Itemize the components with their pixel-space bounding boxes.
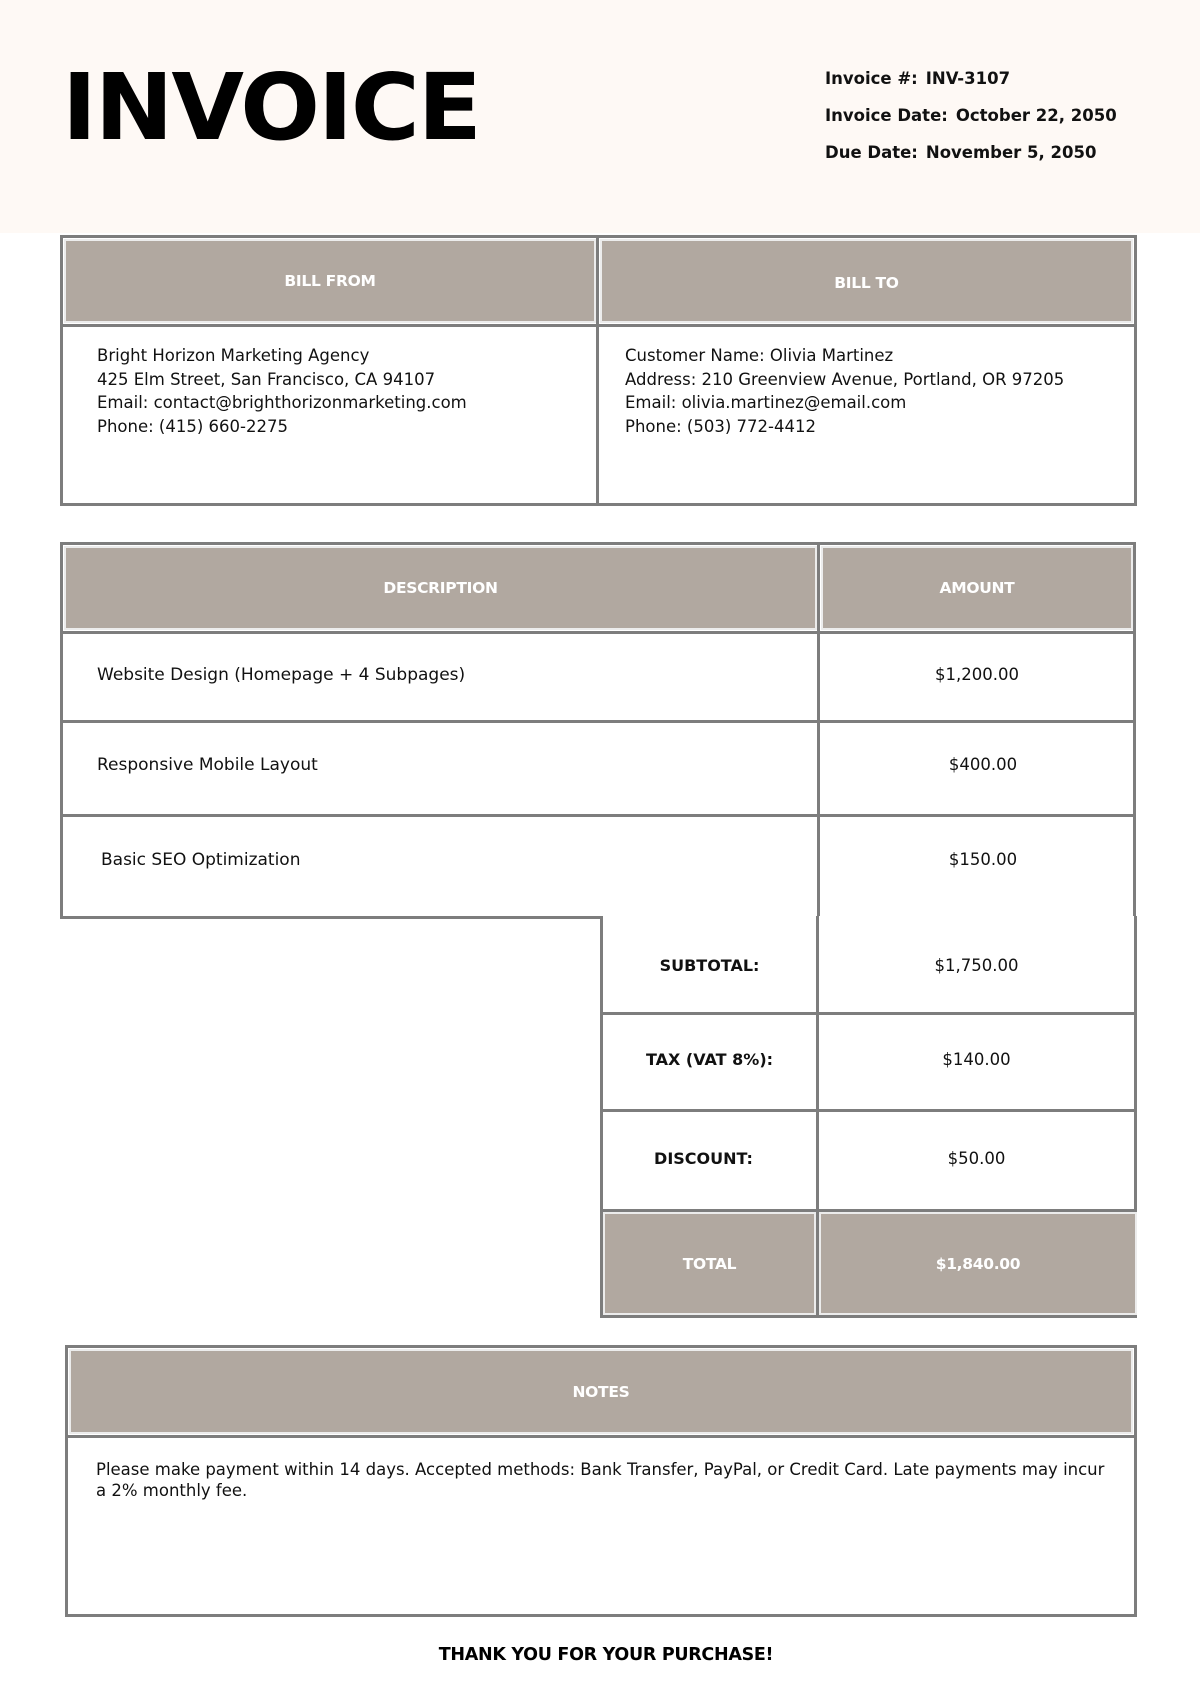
- parties-table: [60, 235, 1137, 506]
- bill-to-line: Customer Name: Olivia Martinez: [625, 346, 894, 365]
- invoice-meta: [825, 69, 1117, 180]
- invoice-number-row: [825, 69, 1117, 106]
- thank-you-message: THANK YOU FOR YOUR PURCHASE!: [438, 1645, 774, 1665]
- invoice-number: INV-3107: [925, 69, 1011, 88]
- invoice-title: INVOICE: [62, 54, 480, 161]
- items-column-divider: [817, 545, 820, 916]
- item-amount: $1,200.00: [935, 665, 1019, 684]
- bill-from-line: 425 Elm Street, San Francisco, CA 94107: [97, 369, 436, 389]
- items-header-rule: [63, 631, 1133, 634]
- item-amount: $400.00: [948, 755, 1018, 774]
- bill-to-line: Phone: (503) 772-4412: [625, 416, 816, 436]
- bill-to-details: [625, 344, 1125, 438]
- invoice-number-label: Invoice #:: [825, 69, 918, 88]
- invoice-date-label: Invoice Date:: [825, 106, 948, 125]
- due-date-row: [825, 143, 1117, 180]
- bill-to-heading: BILL TO: [834, 274, 899, 292]
- notes-heading: NOTES: [572, 1382, 630, 1401]
- due-date: November 5, 2050: [925, 143, 1097, 162]
- item-description: Basic SEO Optimization: [101, 850, 301, 870]
- item-description: Responsive Mobile Layout: [97, 755, 318, 775]
- notes-header: [69, 1349, 1133, 1434]
- subtotal-label: SUBTOTAL:: [659, 956, 760, 975]
- bill-from-details: [97, 344, 587, 438]
- tax-value: $140.00: [942, 1050, 1011, 1069]
- subtotal-value: $1,750.00: [934, 956, 1019, 975]
- items-table: [60, 542, 1136, 919]
- bill-to-line: Address: 210 Greenview Avenue, Portland, OR 97205: [625, 369, 1065, 389]
- notes-text: Please make payment within 14 days. Accepted methods: Bank Transfer, PayPal, or Credit Card. Late payments may incur a 2% monthly fee.: [96, 1460, 1105, 1500]
- bill-from-line: Bright Horizon Marketing Agency: [97, 346, 370, 365]
- bill-to-line: Email: olivia.martinez@email.com: [625, 393, 907, 412]
- item-amount: $150.00: [948, 850, 1018, 869]
- notes-header-rule: [68, 1435, 1134, 1438]
- total-value-cell: [819, 1212, 1137, 1315]
- tax-label: TAX (VAT 8%):: [645, 1050, 774, 1069]
- invoice-date: October 22, 2050: [955, 106, 1117, 125]
- parties-header-rule: [63, 324, 1134, 327]
- amount-header-label: AMOUNT: [939, 579, 1015, 597]
- description-column-header: [64, 546, 817, 630]
- total-label: TOTAL: [682, 1254, 737, 1273]
- due-date-label: Due Date:: [825, 143, 918, 162]
- invoice-date-row: [825, 106, 1117, 143]
- amount-column-header: [821, 546, 1133, 630]
- summary-row-rule: [603, 1012, 1134, 1015]
- description-header-label: DESCRIPTION: [383, 579, 498, 597]
- bill-from-line: Phone: (415) 660-2275: [97, 416, 288, 436]
- discount-label: DISCOUNT:: [654, 1149, 753, 1168]
- total-label-cell: [603, 1212, 816, 1315]
- bill-from-heading: BILL FROM: [284, 272, 376, 290]
- bill-from-header: [64, 239, 596, 323]
- summary-table: [600, 916, 1137, 1318]
- summary-row-rule: [603, 1109, 1134, 1112]
- total-value: $1,840.00: [935, 1254, 1021, 1273]
- parties-divider: [596, 238, 599, 503]
- item-description: Website Design (Homepage + 4 Subpages): [97, 665, 466, 685]
- bill-from-line: Email: contact@brighthorizonmarketing.com: [97, 393, 467, 412]
- items-row-rule: [63, 814, 1133, 817]
- discount-value: $50.00: [947, 1149, 1006, 1168]
- items-row-rule: [63, 720, 1133, 723]
- bill-to-header: [600, 239, 1133, 323]
